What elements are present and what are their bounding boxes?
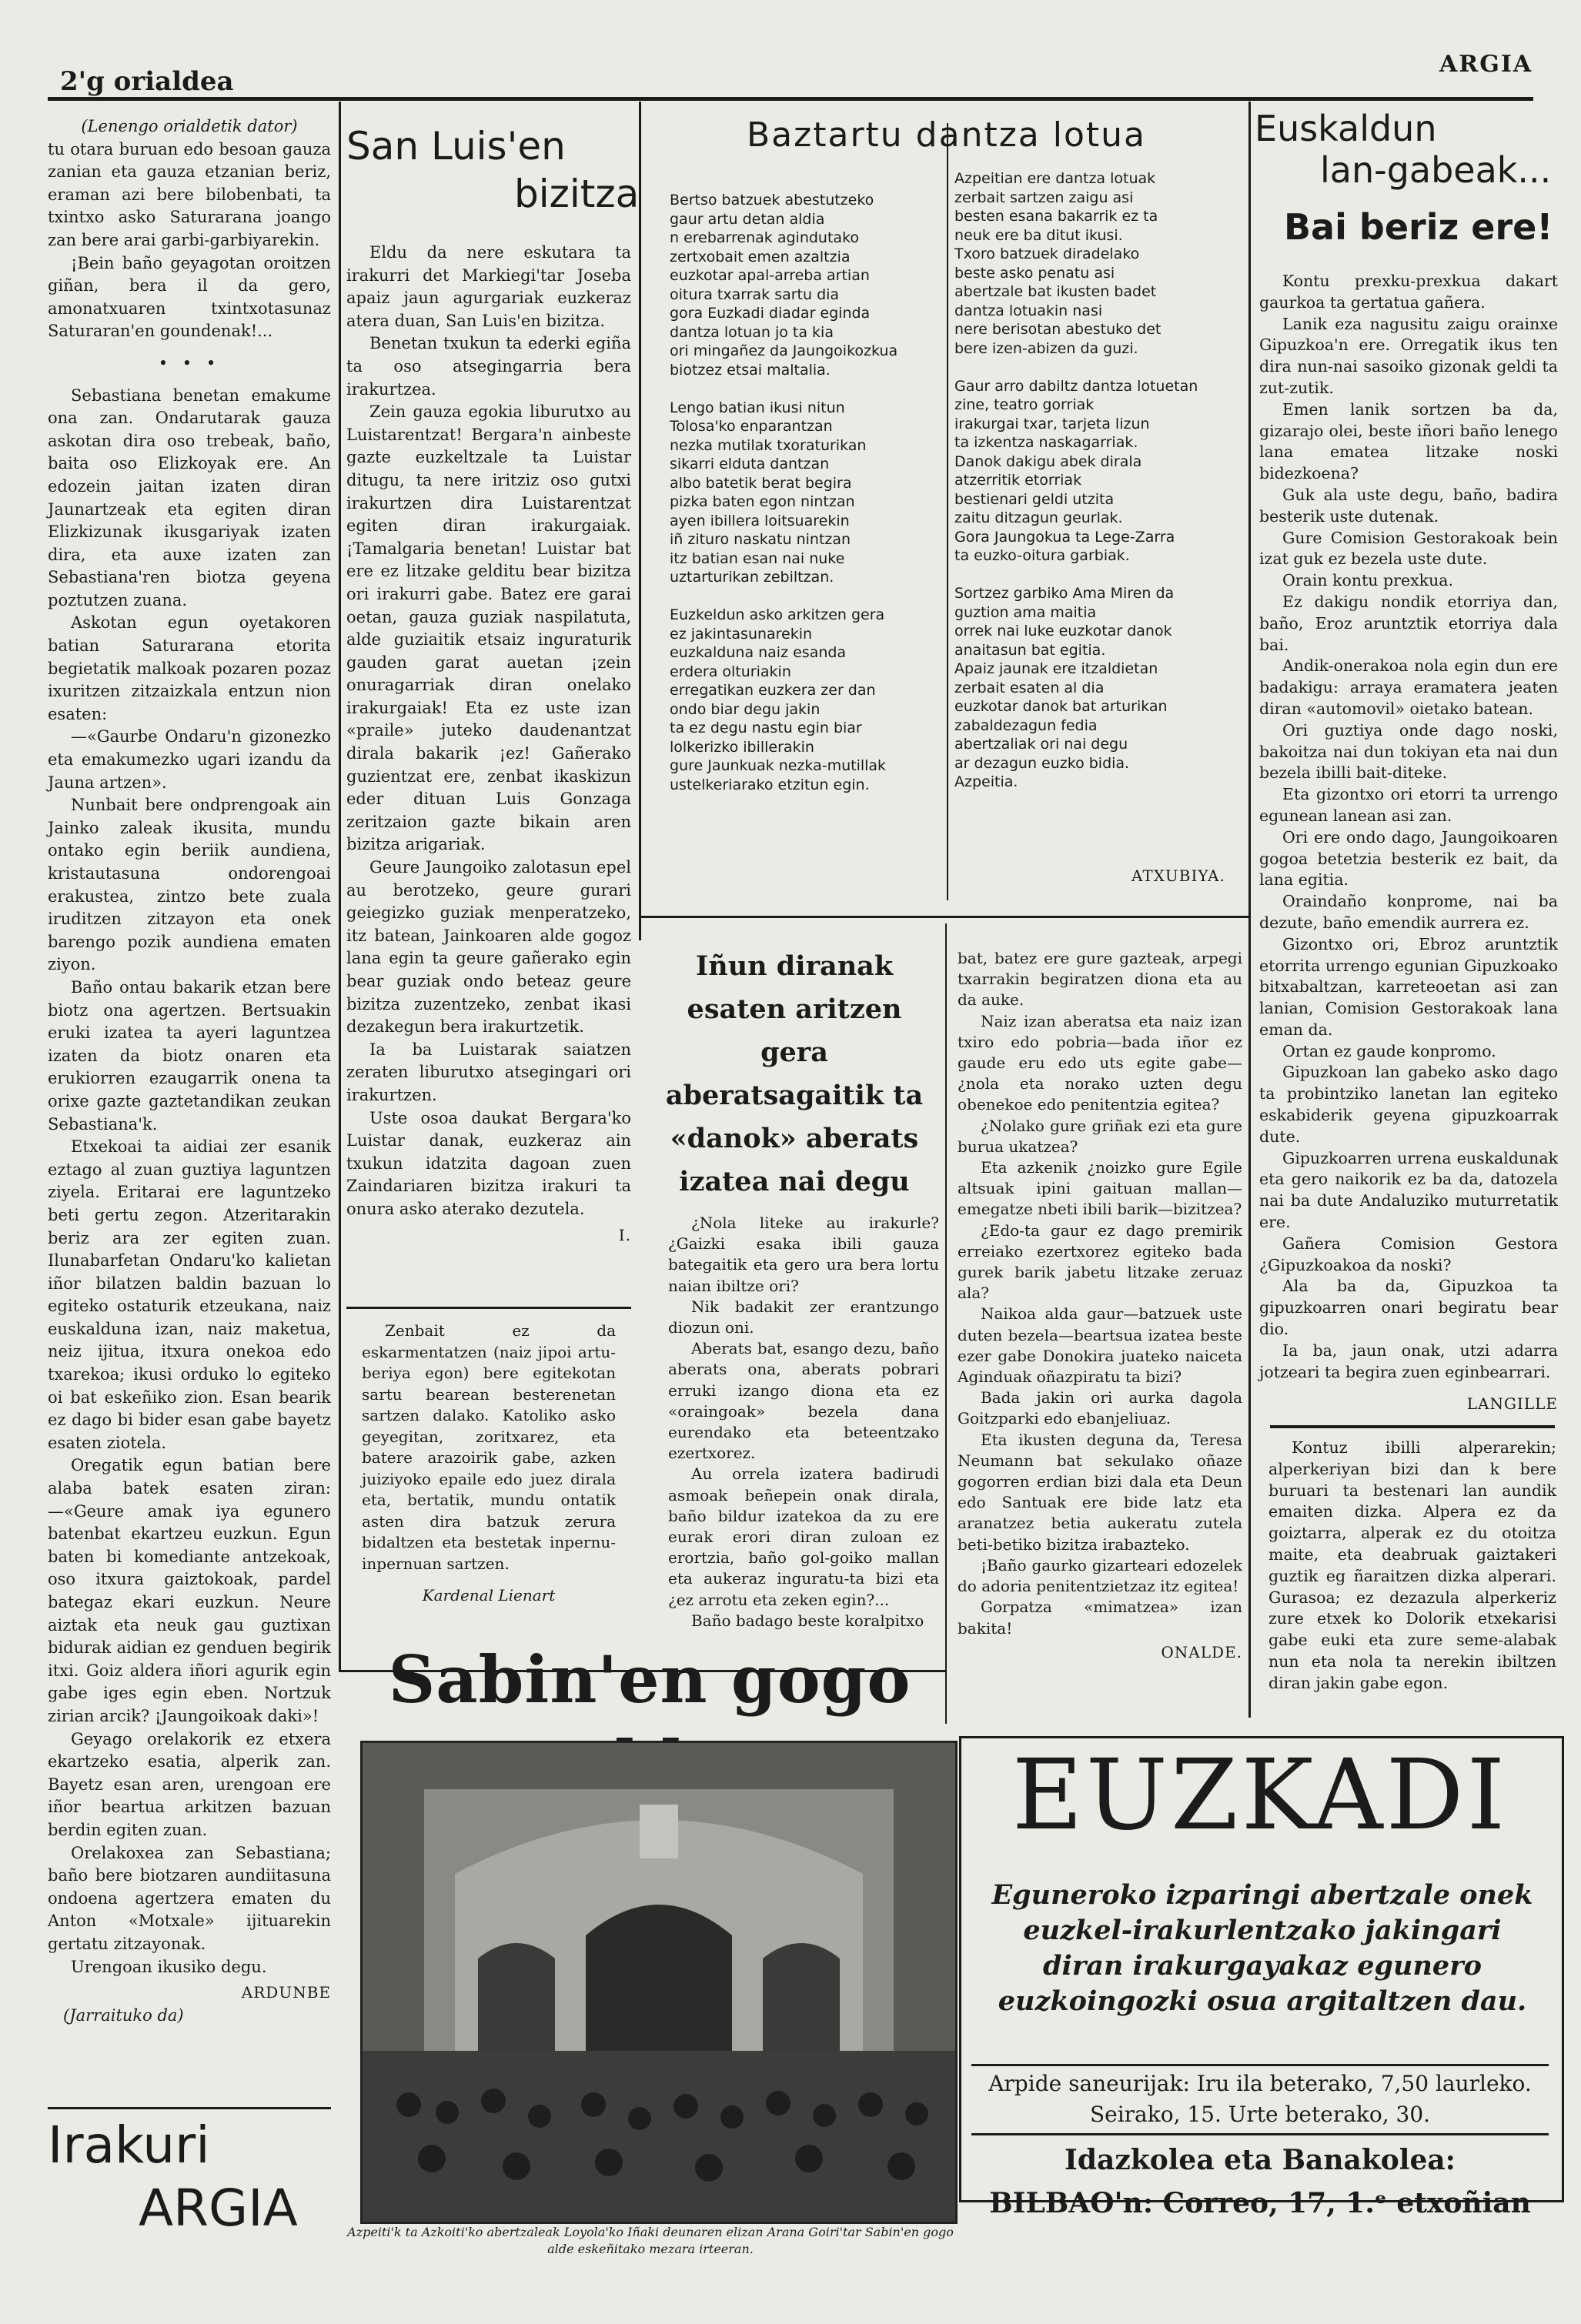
- column-divider: [339, 102, 341, 1671]
- photo-caption: Azpeiti'k ta Azkoiti'ko abertzaleak Loyola'ko Iñaki deunaren elizan Arana Goiri'tar Sabin'en gogo alde eskeñitako mezara irteeran.: [347, 2225, 954, 2256]
- paragraph: Eta azkenik ¿noizko gure Egile altsuak ipini gaituan mallan—emegatze nbeti ibili barik—bizitzea?: [958, 1158, 1242, 1219]
- quote-box: [362, 1321, 616, 1607]
- poem-line: ustelkeriarako etzitun egin.: [670, 776, 870, 793]
- article-title: bizitza: [514, 172, 640, 216]
- paragraph: Gañera Comision Gestora ¿Gipuzkoakoa da noski?: [1259, 1234, 1558, 1274]
- paragraph: Ori guztiya onde dago noski, bakoitza nai dun tokiyan eta nai dun bezela ibilli bait-diteke.: [1259, 720, 1558, 783]
- separator-stars: • • •: [158, 353, 221, 372]
- poem-line: Lengo batian ikusi nitun: [670, 399, 845, 416]
- advice-text: Kontuz ibilli alperarekin; alperkeriyan bizi dan k bere buruari ta bestenari lan aundik emaiten dizka. Alpera ez da goiztarra, alperak ez du otoitza maite, eta deabruak gaiztakeri guztik eg ñaraitzen dizka alperari. Gurasoa; ez dezazula alperkeriz zure etxek ko Dolorik etxekarisi gabe euki eta zure seme-alabak nun eta nola ta nerekin ibiltzen diran jakin gabe egon.: [1268, 1438, 1556, 1692]
- paragraph: Orain kontu prexkua.: [1282, 571, 1454, 590]
- quote-text: Zenbait ez da eskarmentatzen (naiz jipoi artu-beriya egon) bere egitekotan sartu bearean besterenetan sartzen dalako. Katoliko asko geyegitan, zoritxarez, eta batere arazoirik gabe, azken juiziyoko epaile edo juez dirala eta, bertatik, mundu ontatik asten dira batzuk zerura bidaltzen eta bestetak inpernu-inpernuan sartzen.: [362, 1321, 616, 1573]
- poem-line: besten esana bakarrik ez ta: [954, 208, 1158, 225]
- poem-line: lolkerizko ibillerakin: [670, 738, 814, 756]
- paragraph: ¿Edo-ta gaur ez dago premirik erreiako ezertxorez egiteko bada gurek barik jabetu litzake zeruaz ala?: [958, 1220, 1242, 1303]
- column-divider: [1248, 102, 1251, 1718]
- ad-price-line: Arpide saneurijak: Iru ila beterako, 7,50 laurleko.: [988, 2071, 1532, 2096]
- poem-line: albo batetik berat begira: [670, 474, 852, 492]
- article-title: lan-gabeak...: [1320, 149, 1552, 191]
- paragraph: Askotan egun oyetakoren batian Saturarana etorita begietatik malkoak pozaren pozaz ixuritzen zitzaizkala entzun nion esaten:: [48, 613, 331, 723]
- section-rule: [346, 1307, 631, 1309]
- paragraph: Emen lanik sortzen ba da, gizarajo olei, beste iñori baño lenego lana ematea litzake noski bidezkoena?: [1259, 399, 1558, 483]
- advice-box: [1268, 1437, 1556, 1695]
- author-signature: ONALDE.: [1161, 1642, 1242, 1661]
- photo-headline: Sabin'en gogo: [388, 1641, 911, 1718]
- paragraph: Bada jakin ori aurka dagola Goitzparki edo ebanjeliuaz.: [958, 1388, 1242, 1428]
- poem-line: zerbait sartzen zaigu asi: [954, 189, 1134, 206]
- poem-line: bere izen-abizen da guzi.: [954, 339, 1138, 357]
- stanza-break: [670, 587, 935, 606]
- poem-line: zine, teatro gorriak: [954, 396, 1095, 413]
- poem-line: erdera olturiakin: [670, 663, 791, 680]
- paragraph: Nunbait bere ondprengoak ain Jainko zaleak ikusita, mundu ontako egin beriik aundiena, kristautasuna ondorengoai erakustea, zintzo bete zuala iruditzen zitzayon eta onek barengo pozik aundiena ematen ziyon.: [48, 796, 331, 974]
- poem-line: oitura txarrak sartu dia: [670, 285, 840, 303]
- poem-line: euzkotar apal-arreba artian: [670, 267, 870, 284]
- newspaper-name: ARGIA: [1439, 51, 1533, 78]
- author-signature: ATXUBIYA.: [1131, 866, 1225, 885]
- paragraph: Geyago orelakorik ez etxera ekartzeko esatia, alperik zan. Bayetz esan aren, urengoan ere iñor beartua arkitzen bazuan berdin egiten zuan.: [48, 1729, 331, 1839]
- poem-line: beste asko penatu asi: [954, 264, 1115, 282]
- stanza-break: [954, 358, 1241, 377]
- promo-rule: [48, 2107, 331, 2109]
- poem-line: ayen ibillera loitsuarekin: [670, 512, 850, 529]
- poem-line: euzkaldunа naiz esanda: [670, 644, 847, 661]
- ad-rule: [971, 2133, 1549, 2135]
- poem-column-right: [954, 169, 1241, 792]
- poem-line: erregatikan euzkera zer dan: [670, 682, 876, 699]
- poem-line: Azpeitia.: [954, 773, 1018, 790]
- poem-line: anaitasun bat egitia.: [954, 641, 1106, 659]
- poem-line: euzkotar danok bat arturikan: [954, 698, 1168, 715]
- poem-line: dantza lotuan jo ta kia: [670, 323, 834, 341]
- poem-line: atzerritik etorriak: [954, 472, 1082, 489]
- quote-author: Kardenal Lienart: [422, 1586, 556, 1604]
- paragraph: Uste osoa daukat Bergara'ko Luistar danak, euzkeraz ain txukun idatzita dagoan zuen Zaindariaren bizitza irakuri ta onura asko aterako dezutela.: [346, 1108, 631, 1218]
- header-rule: [48, 97, 1533, 101]
- ad-price-line: Seirako, 15. Urte beterako, 30.: [1089, 2102, 1431, 2127]
- article-column-mid-right: [958, 948, 1242, 1663]
- poem-line: abertzaliak ori nai degu: [954, 736, 1128, 753]
- poem-line: Txoro batzuek diradelako: [954, 245, 1140, 262]
- paragraph: bat, batez ere gure gazteak, arpegi txarrakin begiratzen diona eta au da auke.: [958, 949, 1242, 1010]
- poem-line: nezka mutilak txoraturikan: [670, 436, 867, 454]
- paragraph: Eta ikusten deguna da, Teresa Neumann bat sekulako oñaze gogorren erdian bizi dala eta Deun edo Santuak ere bide latz eta aranatzez betia aukeratu zutela beti-betiko bizitza irabazteko.: [958, 1430, 1242, 1554]
- poem-line: dantza lotuakin nasi: [954, 302, 1103, 319]
- paragraph: Baño badago beste koralpitxo: [691, 1611, 924, 1630]
- poem-line: zertxobait emen azaltzia: [670, 248, 851, 265]
- poem-line: ondo biar degu jakin: [670, 700, 821, 718]
- poem-column-left: [670, 191, 935, 794]
- paragraph: Eldu da nere eskutara ta irakurri det Markiegi'tar Joseba apaiz jaun agurgariak euzkeraz atera duan, San Luis'en bizitza.: [346, 243, 631, 330]
- paragraph: Aberats bat, esango dezu, baño aberats ona, aberats pobrari erruki izango diona eta ez «oraingoak» bezela dana eurendako eta beteentzako ezertxorez.: [668, 1339, 939, 1463]
- paragraph: Gure Comision Gestorakoak bein izat guk ez bezela uste dute.: [1259, 528, 1558, 569]
- paragraph: ¿Nola liteke au irakurle? ¿Gaizki esaka ibili gauza bategaitik eta gero ura bera lortu naian ibiltze ori?: [668, 1214, 939, 1295]
- poem-line: guztion ama maitia: [954, 603, 1097, 621]
- poem-line: zabaldezagun fedia: [954, 716, 1098, 734]
- article-column-1: [48, 115, 331, 2027]
- poem-line: ori mingañez da Jaungoikozkua: [670, 342, 898, 359]
- poem-line: uztarturikan zebiltzan.: [670, 569, 834, 586]
- poem-line: Sortzez garbiko Ama Miren da: [954, 585, 1175, 602]
- paragraph: Urengoan ikusiko degu.: [71, 1957, 267, 1976]
- stanza-break: [670, 379, 935, 399]
- paragraph: ¿Nolako gure griñak ezi eta gure burua ukatzea?: [958, 1116, 1242, 1156]
- paragraph: Lanik eza nagusitu zaigu orainxe Gipuzkoa'n ere. Orregatik ikus ten dira nun-nai sasoiko gizonak geldi ta zut-zutik.: [1259, 314, 1558, 397]
- poem-line: Gaur arro dabiltz dantza lotuetan: [954, 377, 1198, 395]
- poem-line: pizka baten egon nintzan: [670, 493, 855, 510]
- author-signature: ARDUNBE: [241, 1983, 331, 2002]
- poem-line: Tolosa'ko enparantzan: [670, 418, 833, 435]
- paragraph: Benetan txukun ta ederki egiña ta oso atsegingarria bera irakurtzea.: [346, 334, 631, 399]
- continued-from-note: (Lenengo orialdetik dator): [81, 117, 298, 135]
- poem-line: gaur artu detan aldia: [670, 210, 825, 228]
- page-number: 2'g orialdea: [60, 66, 234, 97]
- paragraph: tu otara buruan edo besoan gauza zanian eta gauza etzanian beriz, eraman azi bere bilobenbati, ta txintxo asko Saturarana joango zan bere arai garbi-garbiyarekin.: [48, 139, 331, 249]
- paragraph: Kontu prexku-prexkua dakart gaurkoa ta gertatua gañera.: [1259, 272, 1558, 312]
- paragraph: Ia ba, jaun onak, utzi adarra jotzeari ta begira zuen eginbearrari.: [1259, 1341, 1558, 1381]
- poem-line: Azpeitian ere dantza lotuak: [954, 170, 1156, 187]
- stanza-break: [954, 566, 1241, 585]
- promo-read-argia-line1: Irakuri: [48, 2115, 210, 2175]
- paragraph: Gipuzkoarren urrena euskaldunak eta gero naikorik ez ba da, datozela nai ba dute Andaluziko muturretatik ere.: [1259, 1148, 1558, 1232]
- paragraph: Oregatik egun batian bere alaba batek esaten ziran: —«Geure amak iya egunero batenbat ekartzeu euzkun. Egun baten bi komediante antzekoak, oso itxura gaiztokoak, pardel bategaz ekari euzkun. Neure aiztak eta neuk gau guztixan bidurak aidian ez genduen begirik itxi. Goiz aldera iñori agurik egin gabe iges egin eben. Nortzuk zirian arcik? ¡Jaungoikoak daki»!: [48, 1456, 331, 1725]
- article-column-4: [1259, 271, 1558, 1415]
- poem-line: Euzkeldun asko arkitzen gera: [670, 606, 885, 623]
- paragraph: Naiz izan aberatsa eta naiz izan txiro edo pobria—bada iñor ez gaude eru edo uts egite gabe—¿nola eta norako uzten degu obenekoe edo penitentzia egitea?: [958, 1011, 1242, 1114]
- paragraph: —«Gaurbe Ondaru'n gizonezko eta emakumezko ugari izandu da Jauna artzen».: [48, 727, 331, 792]
- article-title: Bai beriz ere!: [1284, 206, 1553, 248]
- paragraph: Ala ba da, Gipuzkoa ta gipuzkoarren onari begiratu bear dio.: [1259, 1277, 1558, 1339]
- paragraph: Ia ba Luistarak saiatzen zeraten liburutxo atsegingari ori irakurtzen.: [346, 1040, 631, 1104]
- poem-line: iñ zituro naskatu nintzan: [670, 531, 851, 548]
- paragraph: Guk ala uste degu, baño, badira besterik uste dutenak.: [1259, 485, 1558, 526]
- author-signature: I.: [618, 1225, 631, 1244]
- ad-rule: [971, 2064, 1549, 2066]
- paragraph: Ori ere ondo dago, Jaungoikoaren gogoa betetzia besterik ez bait, da lana egitia.: [1259, 827, 1558, 890]
- article-column-2: [346, 242, 631, 1247]
- paragraph: ¡Baño gaurko gizarteari edozelek do adoria penitentzietzaz itz egitea!: [958, 1555, 1242, 1596]
- paragraph: Geure Jaungoiko zalotasun epel au berotzeko, geure gurari geiegizko guziak menperatzeko, itz batean, Jainkoaren alde gogoz lana egin ta geure gañerako egin bear guziak ondo beteaz geure bizitza zuzentzeko, zenbat ikasi dezakegun bera irakurtzetik.: [346, 858, 631, 1037]
- poem-line: zaitu ditzagun geurlak.: [954, 509, 1123, 526]
- section-rule: [1270, 1425, 1555, 1428]
- poem-line: ar dezagun euzko bidia.: [954, 754, 1130, 772]
- column-divider: [947, 123, 948, 900]
- paragraph: Gipuzkoan lan gabeko asko dago ta probintziko lanetan lan egiteko eskabiderik geyena gipuzkoarrak dute.: [1259, 1063, 1558, 1146]
- poem-line: neuk ere ba ditut ikusi.: [954, 226, 1123, 244]
- poem-line: gora Euzkadi diadar eginda: [670, 305, 871, 322]
- article-title: Baztartu dantza lotua: [747, 115, 1146, 155]
- to-be-continued-note: (Jarraituko da): [63, 2005, 184, 2025]
- author-signature: LANGILLE: [1466, 1394, 1558, 1414]
- paragraph: Oraindaño konprome, nai ba dezute, baño emendik aurrera ez.: [1259, 892, 1558, 932]
- poem-line: biotzez etsai maltalia.: [670, 361, 831, 379]
- paragraph: Zein gauza egokia liburutxo au Luistarentzat! Bergara'n ainbeste gazte euzkeltzale ta Luistar ditugu, ta nere iritziz oso gutxi irakurtzen dira Luistarentzat egiten diran irakurgaiak. ¡Tamalgaria benetan! Luistar bat ere ez litzake gelditu bear bizitza ori irakurri gabe. Batez ere garai oetan, gauza guziak naspilatuta, alde guziaitik etsaiz inguraturik gauden garat auetan ¡zein onuragarriak diran onelako irakurgaiak! Eta ez uste izan «praile» juteko daudenantzat dirala bakarik ¡ez! Gañerako guzientzat ere, zenbat ikaskizun eder dituan Luis Gonzaga zeritzaion gazte bikain aren bizitza arigariak.: [346, 402, 631, 854]
- paragraph: ¡Bein baño geyagotan oroitzen giñan, bera il da gero, amonatxuaren txintxotasunaz Saturaran'en goundenak!...: [48, 253, 331, 341]
- paragraph: Sebastiana benetan emakume ona zan. Ondarutarak gauza askotan dira oso trebeak, baño, baita oso Elizkoyak ere. An edozein jaitan izaten diran Jaunartzeak eta egiten diran Elizkizunak ikusgariyak izaten dira, eta auxe izaten zan Sebastiana'ren biotza geyena poztutzen zuana.: [48, 386, 331, 609]
- church-facade-image: [363, 1743, 955, 2222]
- paragraph: Nik badakit zer erantzungo diozun oni.: [668, 1297, 939, 1337]
- paragraph: Gorpatza «mimatzea» izan bakita!: [958, 1598, 1242, 1638]
- ad-address: BILBAO'n: Correo, 17, 1.ᵉ etxoñian: [989, 2187, 1531, 2219]
- column-divider: [639, 102, 641, 940]
- paragraph: Andik-onerakoa nola egin dun ere badakigu: arraya eramatera jeaten diran «automovil» oietako batean.: [1259, 656, 1558, 718]
- poem-line: ta ez degu nastu egin biar: [670, 720, 862, 736]
- poem-line: itz batian esan nai nuke: [670, 549, 845, 567]
- poem-line: abertzale bat ikusten badet: [954, 283, 1157, 300]
- ad-address-label: Idazkolea eta Banakolea:: [1065, 2144, 1456, 2176]
- article-title: San Luis'en: [346, 124, 566, 169]
- promo-read-argia-line2: ARGIA: [139, 2179, 298, 2238]
- poem-line: orrek nai luke euzkotar danok: [954, 623, 1172, 639]
- paragraph: Gizontxo ori, Ebroz aruntztik etorrita urrengo egunian Gipuzkoako bitxabaltzan, karreteoetan asi zan lanian, Comision Gestorakoak lana eman da.: [1259, 934, 1558, 1039]
- poem-line: zerbait esaten al dia: [954, 679, 1105, 696]
- poem-line: ta euzko-oitura garbiak.: [954, 547, 1130, 564]
- poem-line: ez jakintasunarekin: [670, 625, 813, 643]
- poem-line: irakurgai txar, tarjeta lizun: [954, 415, 1150, 432]
- paragraph: Ortan ez gaude konpromo.: [1282, 1041, 1496, 1060]
- poem-line: Gora Jaungokua ta Lege-Zarra: [954, 528, 1175, 546]
- article-title: Iñun diranak esaten aritzen gera aberatsagaitik ta «danok» aberats izatea nai degu: [665, 950, 924, 1197]
- poem-line: ta izkentza naskagarriak.: [954, 434, 1138, 451]
- poem-line: Danok dakigu abek dirala: [954, 452, 1142, 470]
- paragraph: Etxekoai ta aidiai zer esanik eztago al zuan guztiya laguntzen ziyela. Eritarai ere laguntzeko beti gertu zegon. Atzeritarakin beriz ara zer egiten zuan. Ilunabarfetan Ondaru'ko kalietan iñor bilatzen baldin bazuan lo egiteko ostaturik etzeukana, naiz euskalduna izan, naiz maketua, neiz ijitua, itxura onekoa edo txarekoa; ikusi orduko lo egiteko oi bat eskeñiko zion. Esan bearik ez dago bi bider esan gabe bayetz esaten ziotela.: [48, 1137, 331, 1452]
- paragraph: Baño ontau bakarik etzan bere biotz ona agertzen. Bertsuakin eruki izatea ta ayeri laguntzea izaten da biotz onaren eta erukiorren ezaugarrik onena ta orixe gazte gaztetandikan zeukan Sebastiana'k.: [48, 977, 331, 1134]
- poem-line: nere berisotan abestuko det: [954, 321, 1162, 338]
- article-column-mid-left: [668, 1213, 939, 1631]
- paragraph: Eta gizontxo ori etorri ta urrengo egunean lanean asi zan.: [1259, 785, 1558, 825]
- poem-line: gure Jaunkuak nezka-mutillak: [670, 757, 887, 774]
- poem-line: Apaiz jaunak ere itzaldietan: [954, 660, 1158, 677]
- poem-line: Bertso batzuek abestutzeko: [670, 192, 874, 209]
- column-divider: [945, 923, 947, 1724]
- paragraph: Ez dakigu nondik etorriya dan, baño, Eroz aruntztik etorriya dala bai.: [1259, 592, 1558, 654]
- paragraph: Orelakoxea zan Sebastiana; baño bere biotzaren aundiitasuna ondoena agertzera ematen du Anton «Motxale» ijituarekin gertatu zitzayonak.: [48, 1843, 331, 1953]
- article-title: Euskaldun: [1255, 108, 1437, 149]
- poem-line: sikarri elduta dantzan: [670, 456, 830, 472]
- ad-title: EUZKADI: [1011, 1738, 1509, 1852]
- paragraph: Au orrela izatera badirudi asmoak beñepein onak dirala, baño bildur izatekoa da zu ere eurak erori diran zuloan ez erortzia, baño gol-goiko mallan eta aukeraz inguratu-ta bizi eta ¿ez arrotu eta zeken egin?...: [668, 1464, 939, 1609]
- ad-body: Eguneroko izparingi abertzale onek euzkel-irakurlentzako jakingari diran irakurgayakaz egunero euzkoingozki osua argitaltzen dau.: [991, 1879, 1533, 2017]
- poem-line: n erebarrenak agindutako: [670, 229, 860, 246]
- paragraph: Naikoa alda gaur—batzuek uste duten bezela—beartsua izatea beste ezer gabe Donokira juateko naiceta Aginduak oñazpiratu ta bizi?: [958, 1304, 1242, 1387]
- church-photo: [360, 1741, 958, 2224]
- poem-line: bestienari geldi utzita: [954, 490, 1115, 508]
- section-rule: [639, 916, 1248, 918]
